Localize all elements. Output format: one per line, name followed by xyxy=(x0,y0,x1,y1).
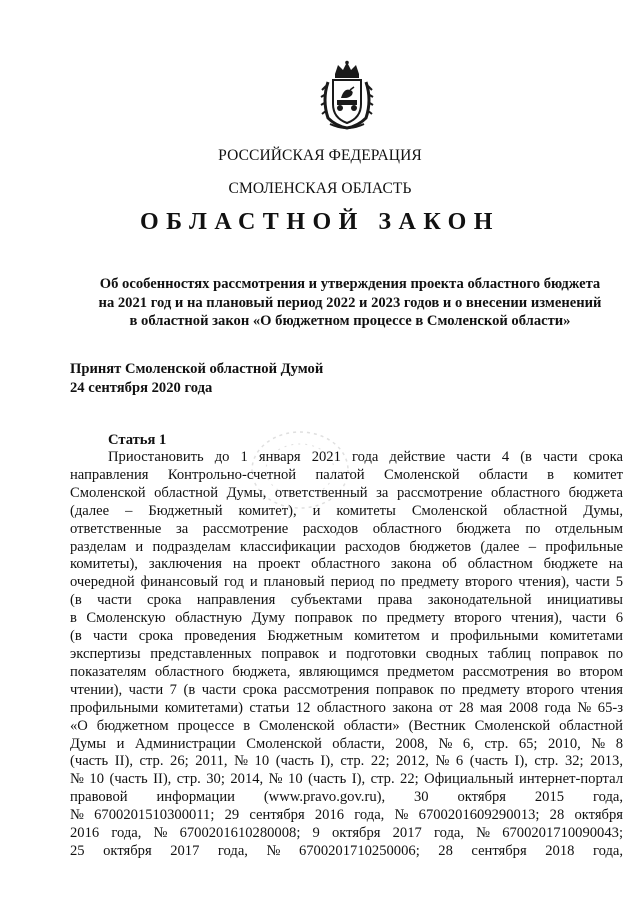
law-name-line: на 2021 год и на плановый период 2022 и 2023 годов и о внесении изменений xyxy=(98,294,602,311)
body-line: очередной финансовый год и плановый период по предмету второго чтения), части 5 xyxy=(70,574,623,591)
body-line: в Смоленскую областную Думу поправок по предмету второго чтения), части 6 xyxy=(70,610,623,627)
body-line: показателям областного бюджета, являющимся предметом рассмотрения во втором xyxy=(70,663,623,680)
body-line: № 10 (часть II), стр. 30; 2014, № 10 (часть I), стр. 22; Официальный интернет-портал xyxy=(70,771,623,788)
body-line: правовой информации (www.pravo.gov.ru), 30 октября 2015 года, xyxy=(70,789,623,806)
adoption-info xyxy=(70,360,323,397)
document-type-title: ОБЛАСТНОЙ ЗАКОН xyxy=(140,209,500,235)
body-line: (в части срока направления субъектами права законодательной инициативы xyxy=(70,592,623,609)
body-line: № 6700201510300011; 29 сентября 2016 года, № 6700201609290013; 28 октября xyxy=(70,807,623,824)
body-line: экспертизы представленных поправок и подготовки сводных таблиц поправок по xyxy=(70,645,623,662)
body-line: направления Контрольно-счетной палатой Смоленской области в комитет xyxy=(70,466,623,483)
body-line: комитеты), заключения на проект областного закона об областном бюджете на xyxy=(70,556,623,573)
body-line: 25 октября 2017 года, № 6700201710250006; 28 сентября 2018 года, xyxy=(70,842,623,859)
body-line: 2016 года, № 6700201610280008; 9 октября 2017 года, № 6700201710090043; xyxy=(70,825,623,842)
body-line: Смоленской областной Думы, ответственный за рассмотрение областного бюджета xyxy=(70,484,623,501)
coat-of-arms-icon xyxy=(318,60,376,132)
body-line: (часть II), стр. 26; 2011, № 10 (часть I), стр. 22; 2012, № 6 (часть I), стр. 32; 2013, xyxy=(70,753,623,770)
body-line: Думы и Администрации Смоленской области, 2008, № 6, стр. 65; 2010, № 8 xyxy=(70,735,623,752)
law-name-line: Об особенностях рассмотрения и утверждения проекта областного бюджета xyxy=(99,276,601,292)
article-body xyxy=(70,449,623,861)
body-line: (далее – Бюджетный комитет), и комитеты Смоленской областной Думы, xyxy=(70,502,623,519)
body-line: разделам и подразделам классификации расходов бюджетов (далее – профильные xyxy=(70,538,623,555)
law-name xyxy=(70,275,630,331)
body-line: «О бюджетном процессе в Смоленской области» (Вестник Смоленской областной xyxy=(70,717,623,734)
adoption-date: 24 сентября 2020 года xyxy=(70,379,213,396)
region-heading: СМОЛЕНСКАЯ ОБЛАСТЬ xyxy=(228,180,412,197)
body-line: ответственные за рассмотрение расходов областного бюджета по отдельным xyxy=(70,520,623,537)
body-line: (в части срока проведения Бюджетным комитетом и профильными комитетами xyxy=(70,628,623,645)
body-line: чтении), части 7 (в части срока рассмотрения поправок по предмету второго чтения xyxy=(70,681,623,698)
article-title: Статья 1 xyxy=(108,432,167,448)
body-line: профильными комитетами) статьи 12 областного закона от 28 мая 2008 года № 65-з xyxy=(70,699,623,716)
law-name-line: в областной закон «О бюджетном процессе в Смоленской области» xyxy=(129,313,571,329)
adopted-by: Принят Смоленской областной Думой xyxy=(70,361,324,377)
country-heading: РОССИЙСКАЯ ФЕДЕРАЦИЯ xyxy=(218,147,422,164)
body-line: Приостановить до 1 января 2021 года действие части 4 (в части срока xyxy=(108,449,623,465)
